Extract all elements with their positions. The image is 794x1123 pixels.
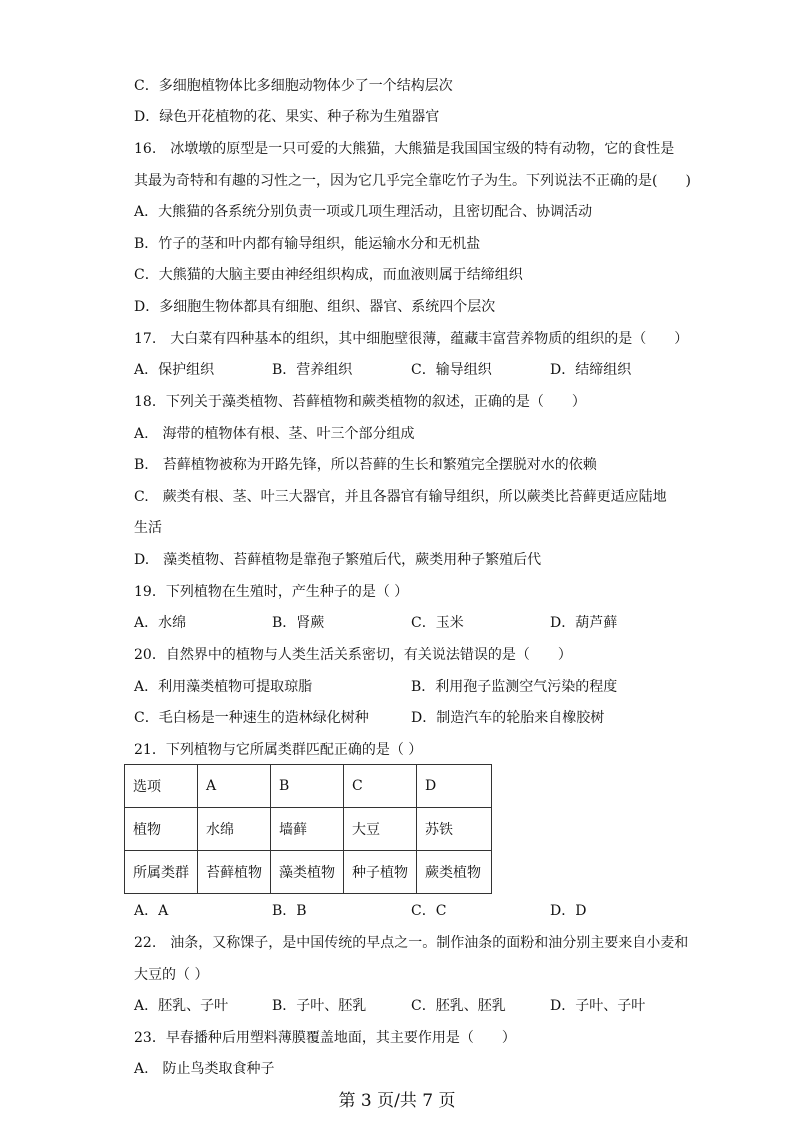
page-number-footer: 第 3 页/共 7 页 [338,1091,456,1111]
q17-option-b: B．营养组织 [272,362,353,378]
q19-option-b: B．肾蕨 [272,615,325,631]
q21-option-b: B．B [272,903,307,919]
table-cell: C [344,765,417,808]
table-cell: 所属类群 [125,851,198,894]
q21-option-d: D．D [550,903,587,919]
q17-stem: 17. 大白菜有四种基本的组织，其中细胞壁很薄，蕴藏丰富营养物质的组织的是（ ） [134,331,689,347]
q21-option-a: A．A [134,903,169,919]
q22-stem-line2: 大豆的（ ） [134,967,209,983]
table-cell: 种子植物 [344,851,417,894]
q17-option-a: A．保护组织 [134,362,215,378]
q20-option-c: C．毛白杨是一种速生的造林绿化树种 [134,710,369,726]
table-cell: B [271,765,344,808]
q18-option-d: D. 藻类植物、苔藓植物是靠孢子繁殖后代，蕨类用种子繁殖后代 [134,552,542,568]
table-cell: 水绵 [198,808,271,851]
table-cell: 苔藓植物 [198,851,271,894]
q15-option-c: C．多细胞植物体比多细胞动物体少了一个结构层次 [134,78,453,94]
q23-option-a: A. 防止鸟类取食种子 [134,1061,275,1077]
q20-option-d: D．制造汽车的轮胎来自橡胶树 [411,710,605,726]
q16-option-b: B．竹子的茎和叶内都有输导组织，能运输水分和无机盐 [134,236,481,252]
q20-option-a: A．利用藻类植物可提取琼脂 [134,679,313,695]
q16-stem-line2: 其最为奇特和有趣的习性之一，因为它几乎完全靠吃竹子为生。下列说法不正确的是( ) [134,173,691,189]
q17-option-c: C．输导组织 [411,362,492,378]
q15-option-d: D．绿色开花植物的花、果实、种子称为生殖器官 [134,109,440,125]
q19-option-a: A．水绵 [134,615,187,631]
q22-stem-line1: 22. 油条，又称馃子，是中国传统的早点之一。制作油条的面粉和油分别主要来自小麦和 [134,935,689,951]
q22-option-a: A．胚乳、子叶 [134,998,229,1014]
q19-option-c: C．玉米 [411,615,464,631]
q23-stem: 23．早春播种后用塑料薄膜覆盖地面，其主要作用是（ ） [134,1030,516,1046]
q21-stem: 21．下列植物与它所属类群匹配正确的是（ ） [134,742,423,758]
table-cell: A [198,765,271,808]
q19-stem: 19．下列植物在生殖时，产生种子的是（ ） [134,584,409,600]
q16-stem-line1: 16. 冰墩墩的原型是一只可爱的大熊猫，大熊猫是我国国宝级的特有动物，它的食性是 [134,141,675,157]
q18-option-b: B. 苔藓植物被称为开路先锋，所以苔藓的生长和繁殖完全摆脱对水的依赖 [134,457,597,473]
table-cell: D [417,765,492,808]
table-cell: 藻类植物 [271,851,344,894]
q18-option-c: C. 蕨类有根、茎、叶三大器官，并且各器官有输导组织，所以蕨类比苔藓更适应陆地 [134,489,667,505]
table-row [125,808,492,851]
q17-option-d: D．结缔组织 [550,362,632,378]
table-cell: 植物 [125,808,198,851]
q18-option-a: A. 海带的植物体有根、茎、叶三个部分组成 [134,426,415,442]
q21-match-table [124,764,492,894]
table-cell: 大豆 [344,808,417,851]
q20-option-b: B．利用孢子监测空气污染的程度 [411,679,618,695]
q18-stem: 18．下列关于藻类植物、苔藓植物和蕨类植物的叙述，正确的是（ ） [134,394,586,410]
q19-option-d: D．葫芦藓 [550,615,618,631]
table-cell: 选项 [125,765,198,808]
q16-option-a: A．大熊猫的各系统分别负责一项或几项生理活动，且密切配合、协调活动 [134,204,593,220]
table-cell: 蕨类植物 [417,851,492,894]
table-cell: 墙藓 [271,808,344,851]
table-row [125,765,492,808]
q22-option-b: B．子叶、胚乳 [272,998,367,1014]
q16-option-c: C．大熊猫的大脑主要由神经组织构成，而血液则属于结缔组织 [134,267,523,283]
q18-option-c-cont: 生活 [134,520,162,536]
q21-option-c: C．C [411,903,447,919]
table-cell: 苏铁 [417,808,492,851]
q22-option-c: C．胚乳、胚乳 [411,998,506,1014]
table-row [125,851,492,894]
q16-option-d: D．多细胞生物体都具有细胞、组织、器官、系统四个层次 [134,299,496,315]
q22-option-d: D．子叶、子叶 [550,998,646,1014]
q20-stem: 20．自然界中的植物与人类生活关系密切，有关说法错误的是（ ） [134,647,572,663]
